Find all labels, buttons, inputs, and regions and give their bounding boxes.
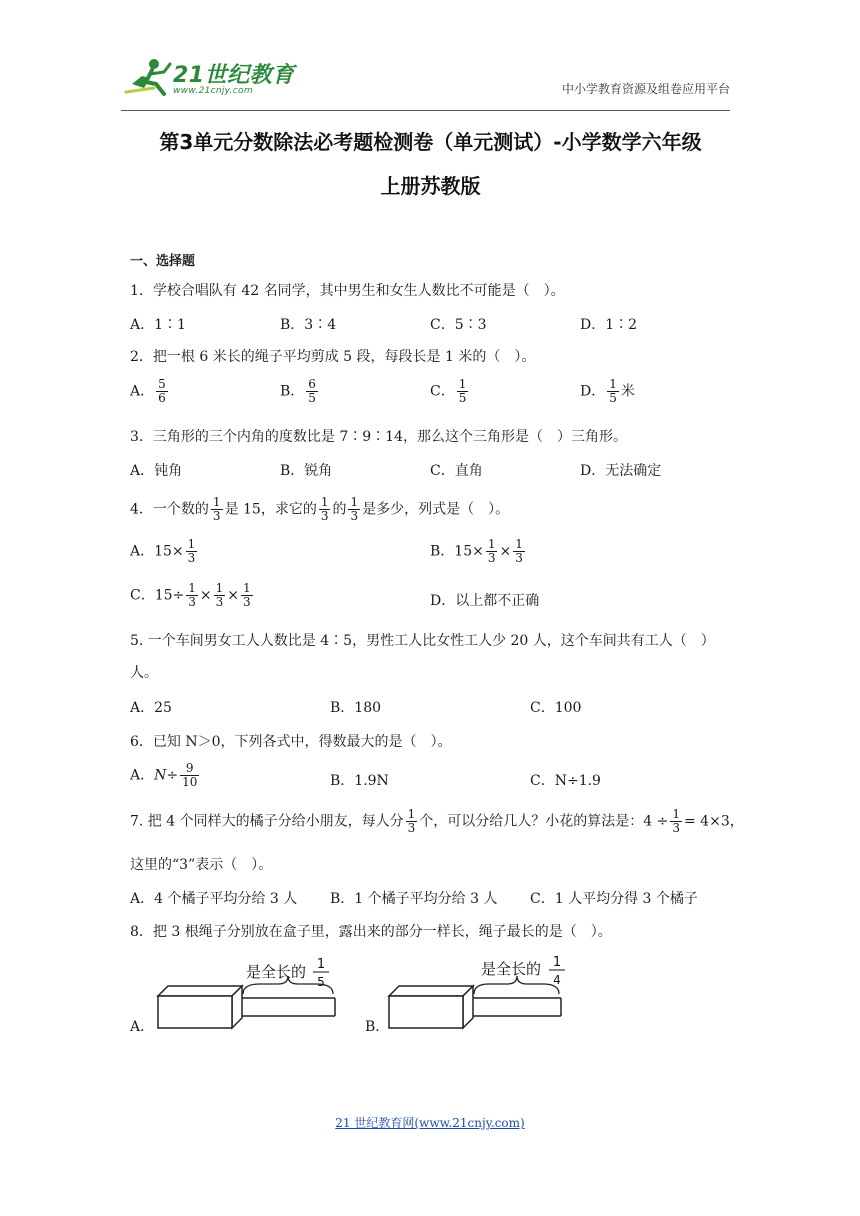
exposed-rope xyxy=(242,998,335,1016)
q6-option-b[interactable]: B．1.9N xyxy=(330,773,389,789)
q4-option-c[interactable]: C．15÷ $\frac{1}{3}$ × $\frac{1}{3}$ × $\frac{1}{3}$ xyxy=(130,581,251,609)
q2-option-b[interactable] xyxy=(280,378,320,405)
question-6-stem: 6．已知 N＞0，下列各式中，得数最大的是（ ）。 xyxy=(130,734,452,750)
box-icon xyxy=(158,986,242,1028)
q2-a-label: A． xyxy=(130,383,155,400)
q3-option-a[interactable]: A．钝角 xyxy=(130,463,183,479)
q8-diagram-a[interactable] xyxy=(150,950,340,1032)
logo-runner-icon xyxy=(124,54,174,100)
box-icon xyxy=(389,986,473,1028)
q4-option-a[interactable]: A．15× $\frac{1}{3}$ xyxy=(130,537,196,565)
q3-option-c[interactable]: C．直角 xyxy=(430,463,483,479)
footer-link[interactable]: 21 世纪教育网(www.21cnjy.com) xyxy=(335,1116,525,1130)
q3-option-d[interactable]: D．无法确定 xyxy=(580,463,662,479)
q1-option-c[interactable]: C．5∶3 xyxy=(430,317,487,333)
question-8-stem: 8．把 3 根绳子分别放在盒子里，露出来的部分一样长，绳子最长的是（ ）。 xyxy=(130,924,612,940)
page-title-line2: 上册苏教版 xyxy=(380,174,481,198)
question-3-stem: 3．三角形的三个内角的度数比是 7∶9∶14，那么这个三角形是（ ）三角形。 xyxy=(130,429,627,445)
q8-b-num: 1 xyxy=(552,955,562,970)
q8-option-b-label[interactable]: B． xyxy=(365,1019,390,1035)
q6-option-c[interactable]: C．N÷1.9 xyxy=(530,773,601,789)
q1-option-b[interactable]: B．3∶4 xyxy=(280,317,337,333)
q8-a-caption: 是全长的 xyxy=(246,963,307,981)
q2-b-label: B． xyxy=(280,383,305,400)
header-divider xyxy=(121,110,730,111)
q2-b-fraction: $\frac{6}{5}$ xyxy=(308,377,316,405)
q2-option-a[interactable] xyxy=(130,378,170,405)
q2-option-c[interactable] xyxy=(430,378,470,405)
q3-option-b[interactable]: B．锐角 xyxy=(280,463,333,479)
q1-option-a[interactable]: A．1∶1 xyxy=(130,317,186,333)
q2-d-unit: 米 xyxy=(620,383,635,400)
q5-option-b[interactable]: B．180 xyxy=(330,700,382,716)
question-5-stem-line2: 人。 xyxy=(130,665,158,681)
q2-a-fraction: $\frac{5}{6}$ xyxy=(158,377,166,405)
logo-brand: 21世纪教育 xyxy=(173,63,295,88)
platform-label: 中小学教育资源及组卷应用平台 xyxy=(561,82,730,96)
q7-option-b[interactable]: B．1 个橘子平均分给 3 人 xyxy=(330,891,498,907)
section-heading: 一、选择题 xyxy=(130,254,196,269)
q2-option-d[interactable] xyxy=(580,378,635,405)
question-1-stem: 1．学校合唱队有 42 名同学，其中男生和女生人数比不可能是（ ）。 xyxy=(130,283,565,299)
q8-a-num: 1 xyxy=(316,957,326,972)
q5-option-a[interactable]: A．25 xyxy=(130,700,172,716)
q2-d-label: D． xyxy=(580,383,606,400)
question-2-stem: 2．把一根 6 米长的绳子平均剪成 5 段，每段长是 1 米的（ ）。 xyxy=(130,349,536,365)
q8-diagram-b[interactable] xyxy=(383,950,573,1032)
q8-a-den: 5 xyxy=(317,975,325,989)
exposed-rope xyxy=(473,998,561,1016)
q1-option-d[interactable]: D．1∶2 xyxy=(580,317,638,333)
q8-b-den: 4 xyxy=(553,973,561,987)
q2-c-fraction: $\frac{1}{5}$ xyxy=(458,377,467,405)
q4-option-b[interactable]: B．15× $\frac{1}{3}$ × $\frac{1}{3}$ xyxy=(430,537,523,565)
question-7-stem-line2: 这里的“3”表示（ ）。 xyxy=(130,857,273,873)
q7-option-a[interactable]: A．4 个橘子平均分给 3 人 xyxy=(130,891,298,907)
q8-option-a-label[interactable]: A． xyxy=(130,1019,155,1035)
q2-d-fraction: $\frac{1}{5}$ xyxy=(609,377,617,405)
q8-b-caption: 是全长的 xyxy=(481,960,542,978)
question-5-stem-line1: 5. 一个车间男女工人人数比是 4∶5，男性工人比女性工人少 20 人，这个车间共有工人（ ） xyxy=(130,633,715,649)
logo-url: www.21cnjy.com xyxy=(173,86,253,96)
q6-option-a[interactable]: A．N÷ $\frac{9}{10}$ xyxy=(130,761,198,789)
brace-icon xyxy=(474,976,559,994)
q7-option-c[interactable]: C．1 人平均分得 3 个橘子 xyxy=(530,891,698,907)
page-title-line1: 第3单元分数除法必考题检测卷（单元测试）-小学数学六年级 xyxy=(159,130,702,154)
question-7-stem-line1: 7. 把 4 个同样大的橘子分给小朋友，每人分 $\frac{1}{3}$ 个，可以分给几人？小花的算法是：4 ÷ $\frac{1}{3}$ = 4×3， xyxy=(130,807,744,835)
q5-option-c[interactable]: C．100 xyxy=(530,700,582,716)
q4-option-d[interactable]: D．以上都不正确 xyxy=(430,593,540,609)
q2-c-label: C． xyxy=(430,383,455,400)
question-4-stem: 4．一个数的 $\frac{1}{3}$ 是 15，求它的 $\frac{1}{3}$ 的 $\frac{1}{3}$ 是多少，列式是（ ）。 xyxy=(130,495,510,523)
